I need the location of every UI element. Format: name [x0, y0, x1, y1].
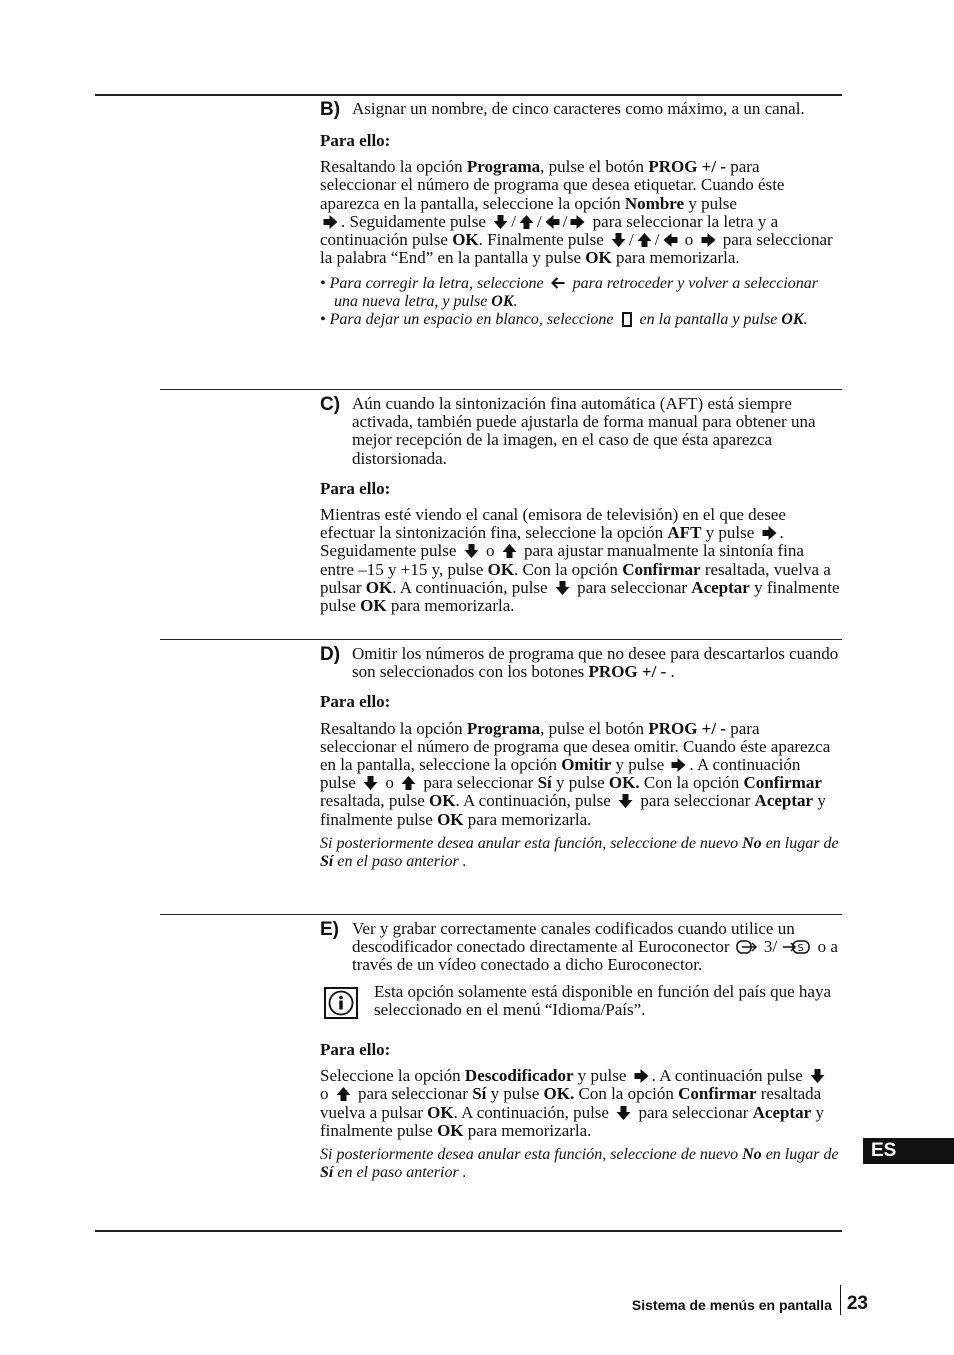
section-e-label: Para ello:	[320, 1040, 391, 1060]
arrow-right-icon	[671, 758, 686, 772]
section-d-intro: Omitir los números de programa que no desee para descartarlos cuando son seleccionados con los botones PROG +/ - .	[352, 644, 839, 682]
arrow-right-icon	[762, 526, 777, 540]
arrow-down-icon	[555, 581, 570, 595]
section-d-note: Si posteriormente desea anular esta función, seleccione de nuevo No en lugar de Sí en el paso anterior .	[320, 834, 839, 870]
arrow-right-icon	[570, 215, 585, 229]
section-c-label: Para ello:	[320, 478, 391, 498]
arrow-down-icon	[493, 215, 508, 229]
section-d-body: Resaltando la opción Programa, pulse el botón PROG +/ - para seleccionar el número de programa que desea omitir. Cuando éste aparezca en la pantalla, seleccione la opción Omitir y pulse . A continuación pulse o para seleccionar Sí y pulse OK. Con la opción Confirmar resaltada, pulse OK. A continuación, pulse para seleccionar Aceptar y finalmente pulse OK para memorizarla.	[320, 718, 831, 829]
arrow-right-icon	[701, 233, 716, 247]
page-footer	[632, 1285, 868, 1315]
arrow-up-icon	[336, 1087, 351, 1101]
footer-divider	[840, 1285, 841, 1315]
arrow-up-icon	[502, 544, 517, 558]
divider-de	[160, 914, 842, 915]
info-icon	[324, 987, 358, 1019]
arrow-down-icon	[464, 544, 479, 558]
section-b-bullet-1: • Para corregir la letra, seleccione para retroceder y volver a seleccionar una nueva letra, y pulse OK.	[320, 275, 819, 311]
arrow-up-icon	[519, 215, 534, 229]
arrow-down-icon	[810, 1069, 825, 1083]
svg-text:S: S	[797, 943, 805, 955]
euroconnector-icon	[736, 939, 762, 955]
section-b-letter: B)	[320, 99, 341, 120]
section-c-body: Mientras esté viendo el canal (emisora de televisión) en el que desee efectuar la sintonización fina, seleccione la opción AFT y pulse . Seguidamente pulse o para ajustar manualmente la sintonía fina entre –15 y +15 y, pulse OK. Con la opción Confirmar resaltada, vuelva a pulsar OK. A continuación, pulse para seleccionar Aceptar y finalmente pulse OK para memorizarla.	[320, 505, 840, 616]
page-number: 23	[846, 1293, 868, 1314]
section-e-note: Si posteriormente desea anular esta función, seleccione de nuevo No en lugar de Sí en el paso anterior .	[320, 1146, 839, 1182]
section-b-body: Resaltando la opción Programa, pulse el botón PROG +/ - para seleccionar el número de programa que desea etiquetar. Cuando éste aparezca en la pantalla, seleccione la opción Nombre y pulse . Seguidamente pulse / / / para seleccionar la letra y a continuación pulse OK. Finalmente pulse / / o para seleccionar la palabra “End” en la pantalla y pulse OK para memorizarla.	[320, 157, 833, 268]
arrow-left-icon	[545, 215, 560, 229]
divider-bc	[160, 389, 842, 390]
section-b-label: Para ello:	[320, 131, 391, 150]
arrow-up-icon	[637, 233, 652, 247]
section-c	[320, 395, 840, 615]
section-e-body: Seleccione la opción Descodificador y pulse . A continuación pulse o para seleccionar Sí y pulse OK. Con la opción Confirmar resaltada vuelva a pulsar OK. A continuación, pulse para seleccionar Aceptar y finalmente pulse OK para memorizarla.	[320, 1066, 824, 1140]
section-b-bullet-2: • Para dejar un espacio en blanco, seleccione en la pantalla y pulse OK.	[320, 311, 808, 329]
arrow-up-icon	[401, 776, 416, 790]
language-tab: ES	[863, 1138, 954, 1164]
arrow-down-icon	[363, 776, 378, 790]
arrow-down-icon	[618, 794, 633, 808]
section-e-intro: Ver y grabar correctamente canales codificados cuando utilice un descodificador conectado directamente al Euroconector 3/ S o a través de un vídeo conectado a dicho Euroconector.	[352, 919, 838, 975]
top-rule	[95, 94, 842, 96]
arrow-down-icon	[616, 1106, 631, 1120]
section-e	[320, 920, 840, 1182]
blank-space-icon	[622, 312, 632, 327]
section-b-intro: Asignar un nombre, de cinco caracteres como máximo, a un canal.	[352, 99, 805, 118]
bottom-rule	[95, 1230, 842, 1232]
arrow-left-icon	[663, 233, 678, 247]
info-note	[320, 983, 840, 1019]
section-b	[320, 100, 840, 329]
section-c-intro: Aún cuando la sintonización fina automática (AFT) está siempre activada, también puede ajustarla de forma manual para obtener una mejor recepción de la imagen, en el caso de que ésta aparezca distorsionada.	[352, 394, 816, 468]
divider-cd	[160, 639, 842, 640]
back-arrow-icon	[551, 276, 566, 290]
section-c-letter: C)	[320, 394, 341, 415]
section-d	[320, 645, 840, 871]
info-text: Esta opción solamente está disponible en función del país que haya seleccionado en el menú “Idioma/País”.	[374, 981, 831, 1019]
footer-section-title: Sistema de menús en pantalla	[631, 1297, 832, 1313]
arrow-down-icon	[611, 233, 626, 247]
section-d-letter: D)	[320, 644, 341, 665]
section-e-letter: E)	[320, 919, 339, 940]
arrow-right-icon	[323, 215, 338, 229]
euroconnector-s-icon	[783, 939, 811, 955]
arrow-right-icon	[634, 1069, 649, 1083]
section-d-label: Para ello:	[320, 692, 391, 712]
